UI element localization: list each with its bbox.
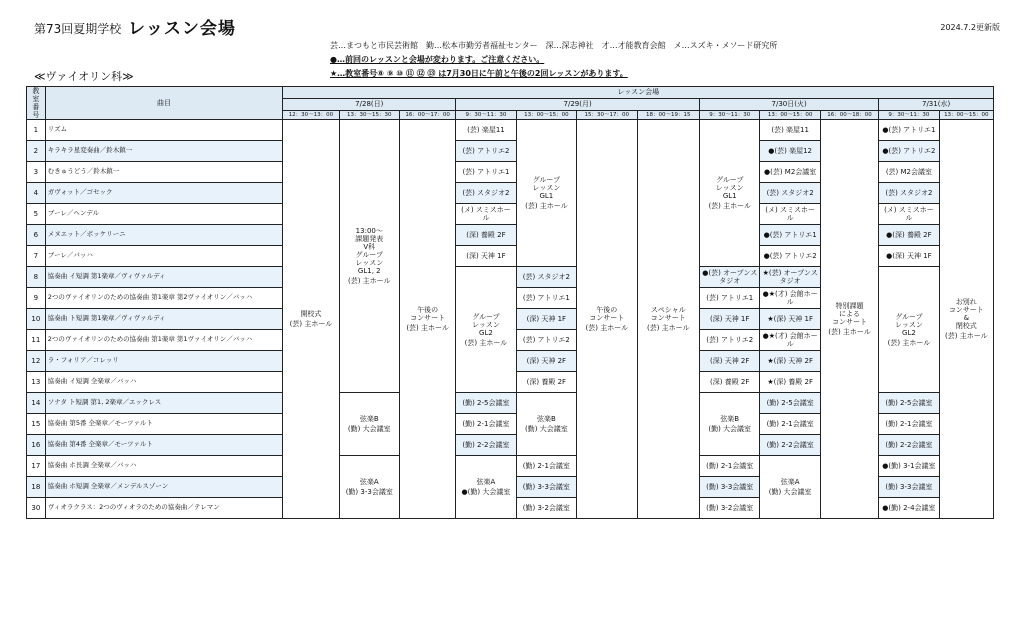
time-slot-header: 9：30～11：30 bbox=[456, 110, 516, 120]
venue-cell: (深) 天神 2F bbox=[700, 351, 760, 372]
event-line: コンサート bbox=[589, 314, 625, 323]
venue-cell: (芸) M2会議室 bbox=[879, 162, 939, 183]
venue-cell: (勤) 2-2会議室 bbox=[760, 435, 820, 456]
classroom-no: 9 bbox=[27, 288, 46, 309]
event-line: GL1, 2 bbox=[357, 267, 381, 276]
song-title: 協奏曲 イ短調 第1楽章／ヴィヴァルディ bbox=[45, 267, 283, 288]
event-line: 特別課題 bbox=[835, 302, 864, 311]
venue-change-note: ●…前回のレッスンと会場が変わります。ご注意ください。 bbox=[330, 55, 545, 64]
venue-cell: (勤) 2-2会議室 bbox=[879, 435, 939, 456]
event-line: グループ bbox=[895, 312, 923, 321]
venue-cell: (深) 養殿 2F bbox=[700, 372, 760, 393]
classroom-no: 14 bbox=[27, 393, 46, 414]
song-title: ガヴォット／ゴセック bbox=[45, 183, 283, 204]
venue-cell: (勤) 2-1会議室 bbox=[760, 414, 820, 435]
venue-cell: ★(深) 養殿 2F bbox=[760, 372, 820, 393]
merged-event-special-course bbox=[820, 120, 878, 519]
merged-event-pm-concert-29 bbox=[577, 120, 637, 519]
event-line: コンサート bbox=[948, 306, 984, 315]
merged-event-farewell bbox=[939, 120, 993, 519]
venue-legend: 芸…まつもと市民芸術館 勤…松本市勤労者福祉センター 深…深志神社 才…才能教育会館 メ…スズキ・メソード研究所 bbox=[330, 41, 778, 50]
event-line: (芸) 主ホール bbox=[646, 324, 690, 333]
event-line: (芸) 主ホール bbox=[348, 277, 391, 286]
merged-event-strings-v bbox=[339, 120, 399, 393]
event-line: (芸) 主ホール bbox=[828, 328, 871, 337]
venue-cell: ★(深) 天神 2F bbox=[760, 351, 820, 372]
venue-cell: (勤) 3-3会議室 bbox=[879, 477, 939, 498]
event-line: 弦楽B bbox=[720, 415, 740, 424]
event-line: スペシャル bbox=[650, 306, 686, 315]
classroom-no: 8 bbox=[27, 267, 46, 288]
event-line: (勤) 大会議室 bbox=[708, 425, 752, 434]
day-header: 7/31(水) bbox=[879, 98, 994, 110]
event-line: レッスン bbox=[532, 184, 561, 193]
event-line: GL2 bbox=[902, 328, 916, 337]
lesson-table bbox=[26, 86, 994, 519]
classroom-no: 3 bbox=[27, 162, 46, 183]
event-line: コンサート bbox=[832, 318, 868, 327]
venue-cell: (芸) スタジオ2 bbox=[760, 183, 820, 204]
song-title: 協奏曲 イ短調 全楽章／バッハ bbox=[45, 372, 283, 393]
event-line: コンサート bbox=[410, 314, 446, 323]
song-title: ブーレ／ヘンデル bbox=[45, 204, 283, 225]
event-line: 閉校式 bbox=[955, 322, 977, 331]
venue-cell: (深) 天神 2F bbox=[516, 351, 576, 372]
time-slot-header: 9：30～11：30 bbox=[879, 110, 939, 120]
event-line: グループ bbox=[716, 176, 744, 185]
event-line: (芸) 主ホール bbox=[464, 338, 508, 347]
time-slot-header: 13：30～15：30 bbox=[339, 110, 399, 120]
song-title: 2つのヴァイオリンのための協奏曲 第1楽章 第1ヴァイオリン／バッハ bbox=[45, 330, 283, 351]
song-title: リズム bbox=[45, 120, 283, 141]
event-line: (芸) 主ホール bbox=[945, 332, 988, 341]
venue-cell: ●(芸) 楽屋12 bbox=[760, 141, 820, 162]
venue-cell: ●(芸) アトリエ2 bbox=[760, 246, 820, 267]
classroom-no: 6 bbox=[27, 225, 46, 246]
merged-event-genB-30 bbox=[700, 393, 760, 456]
event-line: (芸) 主ホール bbox=[887, 338, 931, 347]
merged-event-gl2-31 bbox=[879, 267, 939, 393]
venue-cell: (勤) 3-3会議室 bbox=[700, 477, 760, 498]
song-title: ヴィオラクラス：2つのヴィオラのための協奏曲／テレマン bbox=[45, 498, 283, 519]
classroom-no: 4 bbox=[27, 183, 46, 204]
song-title: 協奏曲 ホ長調 全楽章／バッハ bbox=[45, 456, 283, 477]
time-slot-header: 16：00～17：00 bbox=[399, 110, 455, 120]
school-name: 第73回夏期学校 bbox=[34, 22, 122, 36]
time-slot-header: 13：00～15：00 bbox=[516, 110, 576, 120]
event-line: 弦楽A bbox=[359, 478, 379, 487]
event-line: (芸) 主ホール bbox=[406, 324, 449, 333]
event-line: (芸) 主ホール bbox=[585, 324, 629, 333]
venue-cell: (芸) アトリエ1 bbox=[700, 288, 760, 309]
venue-cell: (勤) 2-1会議室 bbox=[700, 456, 760, 477]
song-title: ラ・フォリア／コレッリ bbox=[45, 351, 283, 372]
event-line: (勤) 3-3会議室 bbox=[345, 488, 393, 497]
merged-event-gl2-29 bbox=[456, 267, 516, 393]
venue-cell: (勤) 2-1会議室 bbox=[456, 414, 516, 435]
venue-cell: (深) 天神 1F bbox=[700, 309, 760, 330]
venue-header: レッスン会場 bbox=[283, 87, 994, 99]
classroom-no: 16 bbox=[27, 435, 46, 456]
classroom-no: 12 bbox=[27, 351, 46, 372]
song-title: ブーレ／バッハ bbox=[45, 246, 283, 267]
song-title: 協奏曲 ホ短調 全楽章／メンデルスゾーン bbox=[45, 477, 283, 498]
merged-event-opening bbox=[283, 120, 339, 519]
venue-cell: (芸) アトリエ2 bbox=[456, 141, 516, 162]
venue-cell: (勤) 2-1会議室 bbox=[516, 456, 576, 477]
time-slot-header: 18：00～19：15 bbox=[637, 110, 700, 120]
col-classroom-no: 教室番号 bbox=[27, 87, 46, 120]
classroom-no: 30 bbox=[27, 498, 46, 519]
venue-cell: (深) 天神 1F bbox=[516, 309, 576, 330]
event-line: による bbox=[839, 310, 861, 319]
classroom-no: 13 bbox=[27, 372, 46, 393]
event-line: グループ bbox=[472, 312, 500, 321]
merged-event-genA-29 bbox=[456, 456, 516, 519]
venue-cell: (芸) スタジオ2 bbox=[456, 183, 516, 204]
merged-event-special-concert bbox=[637, 120, 700, 519]
song-title: 2つのヴァイオリンのための協奏曲 第1楽章 第2ヴァイオリン／バッハ bbox=[45, 288, 283, 309]
song-title: ソナタ ト短調 第1, 2楽章／エックレス bbox=[45, 393, 283, 414]
merged-event-genA-28 bbox=[339, 456, 399, 519]
venue-cell: ●(芸) オープンスタジオ bbox=[700, 267, 760, 288]
time-slot-header: 16：00～18：00 bbox=[820, 110, 878, 120]
merged-event-afternoon-concert bbox=[399, 120, 455, 519]
venue-cell: (勤) 2-5会議室 bbox=[456, 393, 516, 414]
song-title: キラキラ星変奏曲／鈴木鎮一 bbox=[45, 141, 283, 162]
day-header: 7/28(日) bbox=[283, 98, 456, 110]
event-line: グループ bbox=[532, 176, 561, 185]
song-title: 協奏曲 第4番 全楽章／モーツァルト bbox=[45, 435, 283, 456]
time-slot-header: 15：30～17：00 bbox=[577, 110, 637, 120]
venue-cell: ★(深) 天神 1F bbox=[760, 309, 820, 330]
venue-cell: (勤) 3-2会議室 bbox=[700, 498, 760, 519]
venue-cell: ●★(才) 会館ホール bbox=[760, 288, 820, 309]
venue-cell: ●(深) 養殿 2F bbox=[879, 225, 939, 246]
event-line: 弦楽A bbox=[780, 478, 800, 487]
event-line: レッスン bbox=[715, 184, 744, 193]
subject-title: ≪ヴァイオリン科≫ bbox=[34, 70, 134, 83]
venue-cell: (メ) スミスホール bbox=[879, 204, 939, 225]
event-line: 弦楽B bbox=[359, 415, 379, 424]
event-line: 開校式 bbox=[300, 310, 322, 319]
event-line: レッスン bbox=[471, 320, 500, 329]
event-line: 午後の bbox=[596, 306, 618, 315]
merged-event-gl1-30 bbox=[700, 120, 760, 267]
venue-cell: (芸) スタジオ2 bbox=[879, 183, 939, 204]
venue-cell: (勤) 2-5会議室 bbox=[879, 393, 939, 414]
classroom-no: 2 bbox=[27, 141, 46, 162]
col-song: 曲目 bbox=[45, 87, 283, 120]
time-slot-header: 13：00～15：00 bbox=[939, 110, 993, 120]
event-line: 13:00～ bbox=[355, 227, 383, 236]
update-date: 2024.7.2更新版 bbox=[940, 23, 1000, 32]
merged-event-genA-30 bbox=[760, 456, 820, 519]
event-line: レッスン bbox=[894, 320, 923, 329]
venue-cell: (メ) スミスホール bbox=[456, 204, 516, 225]
merged-event-genB-29 bbox=[516, 393, 576, 456]
event-line: & bbox=[963, 314, 970, 323]
venue-cell: (勤) 2-2会議室 bbox=[456, 435, 516, 456]
venue-cell: (芸) アトリエ2 bbox=[516, 330, 576, 351]
venue-cell: ●(芸) M2会議室 bbox=[760, 162, 820, 183]
classroom-no: 11 bbox=[27, 330, 46, 351]
song-title: メヌエット／ボッケリーニ bbox=[45, 225, 283, 246]
event-line: ●(勤) 大会議室 bbox=[461, 488, 511, 497]
venue-cell: (勤) 3-3会議室 bbox=[516, 477, 576, 498]
event-line: GL1 bbox=[722, 192, 737, 201]
event-line: 弦楽A bbox=[476, 478, 496, 487]
venue-cell: (芸) スタジオ2 bbox=[516, 267, 576, 288]
event-line: (芸) 主ホール bbox=[289, 320, 333, 329]
event-line: (勤) 大会議室 bbox=[347, 425, 391, 434]
venue-cell: (深) 養殿 2F bbox=[456, 225, 516, 246]
classroom-no: 18 bbox=[27, 477, 46, 498]
song-title: 協奏曲 ト短調 第1楽章／ヴィヴァルディ bbox=[45, 309, 283, 330]
venue-cell: ●(芸) アトリエ1 bbox=[879, 120, 939, 141]
venue-cell: (勤) 3-2会議室 bbox=[516, 498, 576, 519]
merged-event-genB-28 bbox=[339, 393, 399, 456]
time-slot-header: 9：30～11：30 bbox=[700, 110, 760, 120]
venue-cell: ●(深) 天神 1F bbox=[879, 246, 939, 267]
song-title: 協奏曲 第5番 全楽章／モーツァルト bbox=[45, 414, 283, 435]
venue-cell: (勤) 2-5会議室 bbox=[760, 393, 820, 414]
venue-cell: ●(勤) 3-1会議室 bbox=[879, 456, 939, 477]
event-line: グループ bbox=[355, 251, 383, 260]
table-row bbox=[27, 120, 994, 141]
event-line: (芸) 主ホール bbox=[525, 202, 568, 211]
venue-cell: ★(芸) オープンスタジオ bbox=[760, 267, 820, 288]
venue-cell: (深) 養殿 2F bbox=[516, 372, 576, 393]
event-line: レッスン bbox=[355, 259, 384, 268]
song-title: むきゅうどう／鈴木鎮一 bbox=[45, 162, 283, 183]
venue-cell: (勤) 2-1会議室 bbox=[879, 414, 939, 435]
venue-cell: ●(芸) アトリエ1 bbox=[760, 225, 820, 246]
event-line: GL2 bbox=[479, 328, 493, 337]
event-line: (芸) 主ホール bbox=[708, 202, 751, 211]
venue-cell: (芸) アトリエ2 bbox=[700, 330, 760, 351]
double-lesson-note: ★…教室番号⑧ ⑨ ⑩ ⑪ ⑫ ⑬ は7月30日に午前と午後の2回レッスンがあります。 bbox=[330, 69, 628, 78]
classroom-no: 15 bbox=[27, 414, 46, 435]
event-line: 課題発表 bbox=[355, 235, 384, 244]
classroom-no: 5 bbox=[27, 204, 46, 225]
venue-cell: (芸) 楽屋11 bbox=[760, 120, 820, 141]
event-line: 弦楽B bbox=[536, 415, 556, 424]
event-line: V科 bbox=[363, 243, 376, 252]
time-slot-header: 12：30～13：00 bbox=[283, 110, 339, 120]
day-header: 7/29(月) bbox=[456, 98, 700, 110]
event-line: (勤) 大会議室 bbox=[525, 425, 568, 434]
classroom-no: 7 bbox=[27, 246, 46, 267]
classroom-no: 1 bbox=[27, 120, 46, 141]
merged-event-gl1-29 bbox=[516, 120, 576, 267]
venue-cell: ●(勤) 2-4会議室 bbox=[879, 498, 939, 519]
venue-cell: (芸) アトリエ1 bbox=[516, 288, 576, 309]
venue-cell: (深) 天神 1F bbox=[456, 246, 516, 267]
time-slot-header: 13：00～15：00 bbox=[760, 110, 820, 120]
event-line: GL1 bbox=[539, 192, 554, 201]
event-line: (勤) 大会議室 bbox=[768, 488, 812, 497]
event-line: コンサート bbox=[650, 314, 686, 323]
venue-cell: (メ) スミスホール bbox=[760, 204, 820, 225]
event-line: 午後の bbox=[417, 306, 439, 315]
page-title: レッスン会場 bbox=[128, 19, 236, 39]
event-line: お別れ bbox=[955, 298, 977, 307]
venue-cell: ●★(才) 会館ホール bbox=[760, 330, 820, 351]
classroom-no: 10 bbox=[27, 309, 46, 330]
venue-cell: ●(芸) アトリエ2 bbox=[879, 141, 939, 162]
classroom-no: 17 bbox=[27, 456, 46, 477]
venue-cell: (芸) アトリエ1 bbox=[456, 162, 516, 183]
day-header: 7/30日(火) bbox=[700, 98, 879, 110]
venue-cell: (芸) 楽屋11 bbox=[456, 120, 516, 141]
